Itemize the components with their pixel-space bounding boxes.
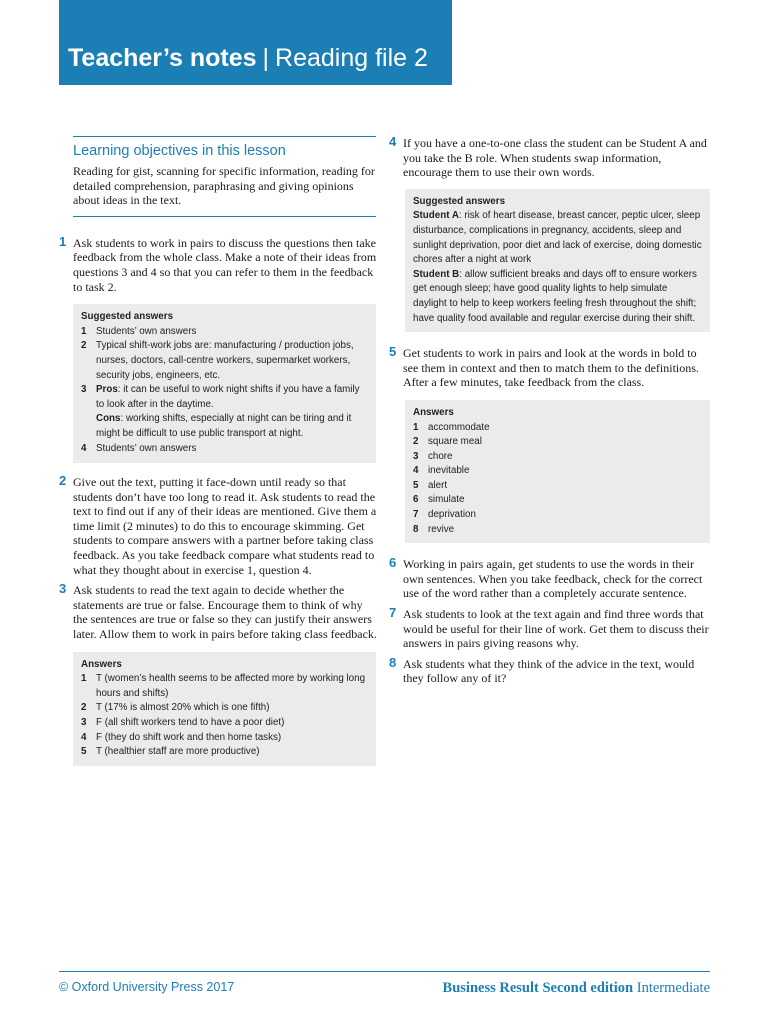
answer-text: T (17% is almost 20% which is one fifth)	[96, 702, 270, 714]
student-b-label: Student B	[413, 268, 460, 280]
learning-objectives	[73, 136, 376, 217]
answer-item	[81, 745, 368, 760]
answers-title: Answers	[413, 406, 454, 418]
step-4	[389, 136, 710, 180]
header-bar	[59, 0, 452, 85]
book-level: Intermediate	[636, 980, 710, 996]
step-number: 2	[59, 473, 67, 489]
step-number: 8	[389, 654, 397, 670]
answer-number: 1	[413, 421, 419, 433]
step-2	[59, 475, 377, 577]
answer-number: 2	[413, 436, 419, 448]
answer-text: alert	[428, 479, 448, 491]
answer-text: square meal	[428, 436, 482, 448]
step-5	[389, 346, 710, 390]
learning-objectives-text: Reading for gist, scanning for specific information, reading for detailed comprehension, paraphrasing and giving opinions about ideas in the text.	[73, 164, 375, 208]
page-title	[68, 44, 428, 73]
answer-number: 4	[81, 442, 87, 454]
step-number: 1	[59, 233, 67, 249]
right-column	[389, 136, 710, 686]
answers-title: Suggested answers	[413, 195, 506, 207]
answer-text: F (they do shift work and then home tasks)	[96, 731, 282, 743]
answer-number: 3	[81, 717, 87, 728]
student-a-label: Student A	[413, 210, 459, 222]
answer-number: 3	[81, 384, 87, 396]
answer-text: accommodate	[428, 421, 490, 433]
suggested-answers-box-1	[73, 304, 376, 463]
title-separator: |	[262, 44, 270, 72]
step-number: 4	[389, 134, 397, 149]
book-title: Business Result Second edition	[442, 980, 634, 996]
answer-item	[81, 672, 368, 701]
step-1	[59, 233, 377, 294]
answer-text: T (women’s health seems to be affected more by working long hours and shifts)	[96, 673, 366, 699]
answer-text: F (all shift workers tend to have a poor diet)	[96, 717, 285, 728]
step-text: Ask students to read the text again to decide whether the statements are true or false. Encourage them to think of why the sentences are true or false so they can justify their answers later. Allow them to work in pairs before taking class feedback.	[73, 583, 377, 642]
answer-item	[413, 464, 702, 479]
step-text: Ask students to look at the text again and find three words that would be useful for their line of work. Get them to discuss their answers in pairs giving reasons why.	[403, 607, 709, 651]
answer-item	[81, 716, 368, 731]
title-bold: Teacher’s notes	[68, 44, 257, 72]
answer-number: 4	[81, 731, 87, 743]
student-a-text: : risk of heart disease, breast cancer, peptic ulcer, sleep disturbance, complications in pregnancy, accidents, sleep and sunlight deprivation, poor diet and lack of exercise, doing domestic chores after a night at work	[413, 210, 702, 266]
answer-text: : working shifts, especially at night can be tiring and it might be difficult to use public transport at night.	[96, 413, 352, 439]
answer-number: 1	[81, 673, 87, 685]
answer-label: Pros	[96, 384, 118, 396]
answer-item	[413, 421, 702, 436]
step-7	[389, 607, 710, 651]
answer-number: 2	[81, 340, 87, 352]
answer-item	[81, 339, 368, 383]
suggested-answers-box-4	[405, 189, 710, 332]
step-text: Give out the text, putting it face-down until ready so that students don’t have too long to read it. Ask students to read the text to find out if any of their ideas are mentioned. Give them a time limit (2 minutes) to do this to encourage skimming. Get students to compare answers with a partner before taking class feedback. As you take feedback compare what students read to what they thought about in exercise 1, question 4.	[73, 475, 377, 577]
answer-item	[81, 442, 368, 457]
step-text: If you have a one-to-one class the student can be Student A and you take the B role. When students swap information, encourage them to use their own words.	[403, 136, 707, 180]
answer-item	[413, 450, 702, 465]
answer-item	[413, 435, 702, 450]
answer-text: Students’ own answers	[96, 325, 197, 337]
answer-number: 8	[413, 523, 419, 535]
title-light: Reading file 2	[275, 44, 428, 72]
step-6	[389, 557, 710, 601]
answer-item	[413, 508, 702, 523]
answer-item	[81, 731, 368, 746]
step-8	[389, 654, 710, 686]
answer-number: 6	[413, 494, 419, 506]
step-number: 6	[389, 555, 397, 571]
answers-box-5	[405, 400, 710, 543]
answer-text: Students’ own answers	[96, 442, 197, 454]
answer-text: Typical shift-work jobs are: manufacturing / production jobs, nurses, doctors, call-centre workers, supermarket workers, security jobs, engineers, etc.	[96, 340, 354, 381]
answer-text: simulate	[428, 494, 465, 506]
answers-box-3	[73, 652, 376, 766]
answer-item	[81, 701, 368, 716]
step-3	[59, 583, 377, 641]
answer-item	[413, 493, 702, 508]
step-number: 3	[59, 581, 67, 597]
answer-item	[413, 479, 702, 494]
student-b-answer	[413, 268, 702, 326]
answer-number: 5	[81, 746, 87, 758]
answer-number: 7	[413, 509, 419, 521]
answer-text: chore	[428, 450, 453, 462]
answer-number: 2	[81, 702, 87, 714]
answer-label: Cons	[96, 413, 121, 425]
answer-text: deprivation	[428, 509, 476, 521]
step-text: Get students to work in pairs and look at the words in bold to see them in context and then to match them to the definitions. After a few minutes, take feedback from the class.	[403, 346, 699, 390]
step-number: 7	[389, 605, 397, 621]
learning-objectives-title: Learning objectives in this lesson	[73, 143, 286, 159]
left-column	[59, 136, 377, 766]
answer-number: 5	[413, 479, 419, 491]
answer-text: : it can be useful to work night shifts if you have a family to look after in the daytime.	[96, 384, 360, 410]
answer-item	[81, 325, 368, 340]
answer-number: 1	[81, 325, 87, 337]
answer-item	[81, 412, 368, 441]
answer-number: 3	[413, 450, 419, 462]
answers-title: Suggested answers	[81, 311, 174, 323]
footer-divider	[59, 971, 710, 972]
answer-text: revive	[428, 523, 455, 535]
student-a-answer	[413, 209, 702, 267]
step-text: Ask students to work in pairs to discuss the questions then take feedback from the whole class. Make a note of their ideas from questions 3 and 4 so that you can refer to them in the feedback to task 2.	[73, 235, 377, 294]
answer-number: 4	[413, 465, 419, 477]
answers-title: Answers	[81, 658, 122, 670]
footer-book-title	[443, 980, 710, 997]
step-text: Working in pairs again, get students to use the words in their own sentences. When you take feedback, check for the correct use of the word rather than a completely accurate sentence.	[403, 557, 703, 601]
answer-item	[413, 523, 702, 538]
step-text: Ask students what they think of the advice in the text, would they follow any of it?	[403, 656, 695, 686]
footer-copyright: © Oxford University Press 2017	[59, 980, 235, 994]
student-b-text: : allow sufficient breaks and days off to ensure workers get enough sleep; have good quality lights to help simulate daylight to help to keep workers feeling fresh throughout the shift; have quality food available and regular exercise during their shift.	[413, 268, 697, 324]
step-number: 5	[389, 344, 397, 360]
answer-text: T (healthier staff are more productive)	[96, 746, 260, 758]
answer-text: inevitable	[428, 465, 470, 477]
answer-item	[81, 383, 368, 412]
